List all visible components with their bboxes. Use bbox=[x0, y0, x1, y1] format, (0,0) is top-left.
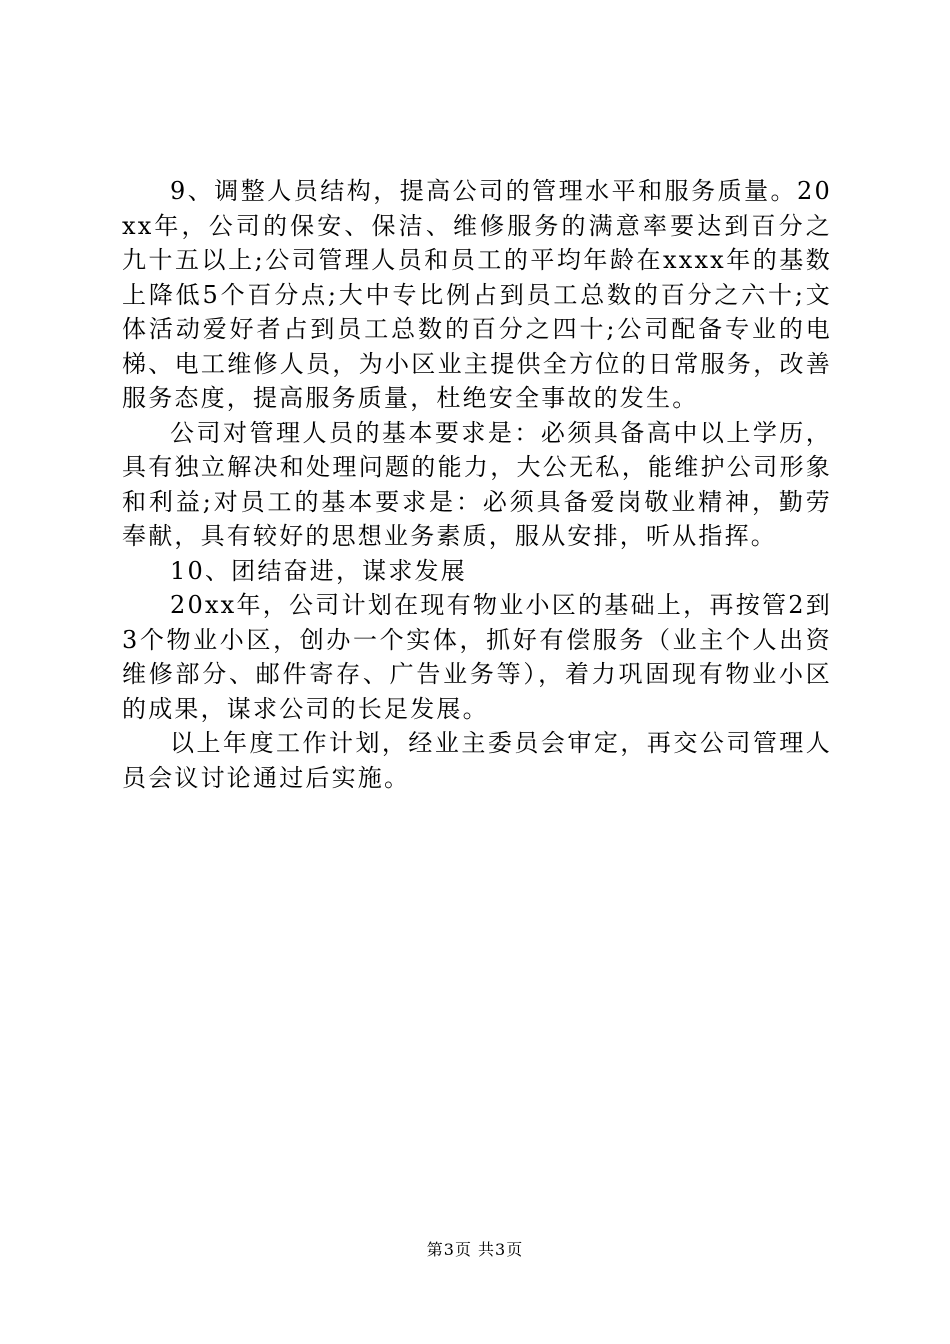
paragraph-section-heading: 10、团结奋进，谋求发展 bbox=[170, 556, 467, 585]
page-footer bbox=[0, 1240, 950, 1260]
paragraph-basic-requirements: 公司对管理人员的基本要求是：必须具备高中以上学历，具有独立解决和处理问题的能力，大公无私，能维护公司形象和利益;对员工的基本要求是：必须具备爱岗敬业精神，勤劳奉献，具有较好的思想业务素质，服从安排，听从指挥。 bbox=[122, 418, 832, 550]
paragraph-staff-structure: 9、调整人员结构，提高公司的管理水平和服务质量。20xx年，公司的保安、保洁、维修服务的满意率要达到百分之九十五以上;公司管理人员和员工的平均年龄在xxxx年的基数上降低5个百分点;大中专比例占到员工总数的百分之六十;文体活动爱好者占到员工总数的百分之四十;公司配备专业的电梯、电工维修人员，为小区业主提供全方位的日常服务，改善服务态度，提高服务质量，杜绝安全事故的发生。 bbox=[122, 177, 832, 412]
document-body bbox=[122, 174, 832, 795]
page-number: 第3页 共3页 bbox=[426, 1240, 524, 1259]
paragraph-closing: 以上年度工作计划，经业主委员会审定，再交公司管理人员会议讨论通过后实施。 bbox=[122, 729, 832, 792]
paragraph-development-plan: 20xx年，公司计划在现有物业小区的基础上，再按管2到3个物业小区，创办一个实体，抓好有偿服务（业主个人出资维修部分、邮件寄存、广告业务等），着力巩固现有物业小区的成果，谋求公司的长足发展。 bbox=[122, 591, 832, 723]
